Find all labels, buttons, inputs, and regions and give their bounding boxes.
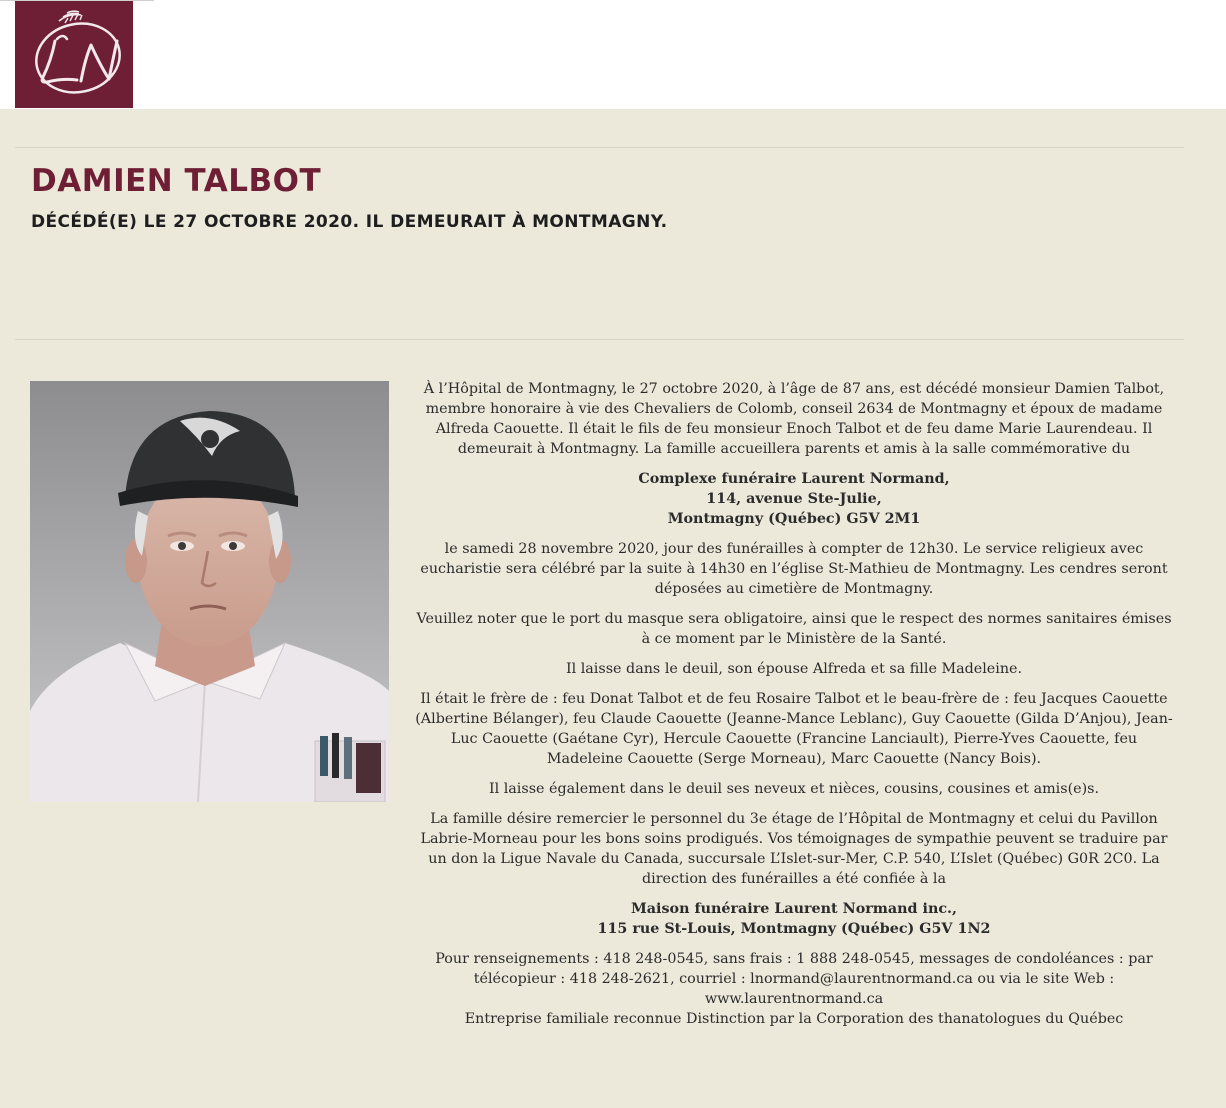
funeral-home-address — [415, 899, 1173, 939]
deceased-name: DAMIEN TALBOT — [31, 163, 322, 199]
contact-details: Pour renseignements : 418 248-0545, sans frais : 1 888 248-0545, messages de condoléances : par télécopieur : 418 248-2621, courriel : lnormand@laurentnormand.ca ou via le site Web : — [435, 951, 1153, 987]
funeral-home-name: Maison funéraire Laurent Normand inc., — [630, 901, 958, 917]
top-bar — [0, 0, 1226, 109]
logo-mark-icon — [15, 1, 133, 108]
venue-address — [415, 469, 1173, 529]
obituary-paragraph: le samedi 28 novembre 2020, jour des funérailles à compter de 12h30. Le service religieux avec eucharistie sera célébré par la suite à 14h30 en l’église St-Mathieu de Montmagny. Les cendres seront déposées au cimetière de Montmagny. — [420, 541, 1168, 597]
obituary-text — [415, 379, 1173, 1039]
obituary-paragraph: Il laisse également dans le deuil ses neveux et nièces, cousins, cousines et amis(e)s. — [488, 781, 1100, 797]
death-notice-subtitle: DÉCÉDÉ(E) LE 27 OCTOBRE 2020. IL DEMEURAIT À MONTMAGNY. — [31, 212, 668, 232]
funeral-home-street: 115 rue St-Louis, Montmagny (Québec) G5V 1N2 — [597, 921, 991, 937]
header-divider-bottom — [15, 339, 1184, 340]
obituary-paragraph: Il était le frère de : feu Donat Talbot et de feu Rosaire Talbot et le beau-frère de : feu Jacques Caouette (Albertine Bélanger), feu Claude Caouette (Jeanne-Mance Leblanc), Guy Caouette (Gilda D’Anjou), Jean-Luc Caouette (Gaétane Cyr), Hercule Caouette (Francine Lanciault), Pierre-Yves Caouette, feu Madeleine Caouette (Serge Morneau), Marc Caouette (Nancy Bois). — [415, 691, 1173, 767]
website-link[interactable]: www.laurentnormand.ca — [704, 991, 884, 1007]
svg-text:LN: LN — [73, 102, 75, 103]
venue-name: Complexe funéraire Laurent Normand, — [638, 471, 950, 487]
laurent-normand-logo[interactable] — [15, 1, 133, 108]
contact-info — [415, 949, 1173, 1029]
venue-street: 114, avenue Ste-Julie, — [706, 491, 882, 507]
obituary-paragraph: Il laisse dans le deuil, son épouse Alfreda et sa fille Madeleine. — [565, 661, 1023, 677]
distinction-line: Entreprise familiale reconnue Distinction par la Corporation des thanatologues du Québec — [464, 1011, 1124, 1027]
obituary-paragraph: Veuillez noter que le port du masque sera obligatoire, ainsi que le respect des normes sanitaires émises à ce moment par le Ministère de la Santé. — [416, 611, 1172, 647]
obituary-paragraph: La famille désire remercier le personnel du 3e étage de l’Hôpital de Montmagny et celui du Pavillon Labrie-Morneau pour les bons soins prodigués. Vos témoignages de sympathie peuvent se traduire par un don la Ligue Navale du Canada, succursale L’Islet-sur-Mer, C.P. 540, L’Islet (Québec) G0R 2C0. La direction des funérailles a été confiée à la — [420, 811, 1168, 887]
venue-city: Montmagny (Québec) G5V 2M1 — [667, 511, 921, 527]
header-divider-top — [15, 147, 1184, 148]
portrait-photo — [30, 381, 389, 802]
obituary-paragraph: À l’Hôpital de Montmagny, le 27 octobre 2020, à l’âge de 87 ans, est décédé monsieur Damien Talbot, membre honoraire à vie des Chevaliers de Colomb, conseil 2634 de Montmagny et époux de madame Alfreda Caouette. Il était le fils de feu monsieur Enoch Talbot et de feu dame Marie Laurendeau. Il demeurait à Montmagny. La famille accueillera parents et amis à la salle commémorative du — [423, 381, 1165, 457]
